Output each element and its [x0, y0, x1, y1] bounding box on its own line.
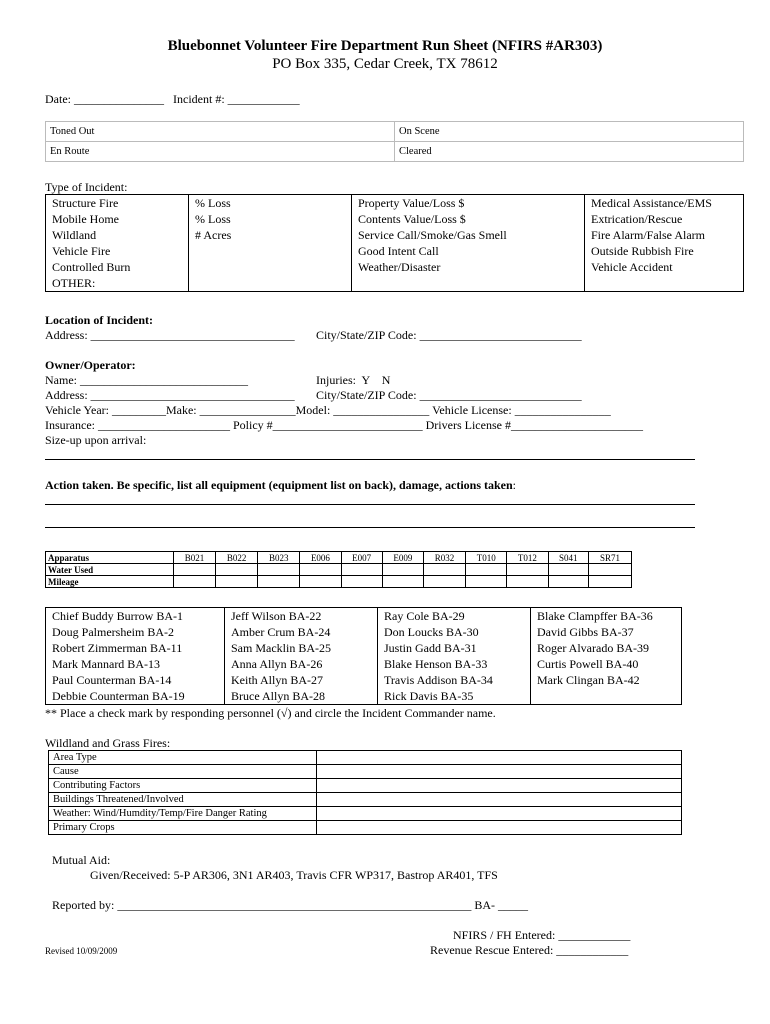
- apparatus-row-label: Apparatus: [46, 552, 174, 564]
- nfirs-entered-field[interactable]: NFIRS / FH Entered: ____________: [453, 928, 631, 942]
- apparatus-value-cell[interactable]: [300, 564, 341, 576]
- apparatus-row: [46, 552, 632, 564]
- personnel-row: [46, 624, 682, 640]
- apparatus-value-cell[interactable]: [382, 564, 423, 576]
- incident-type-option[interactable]: [352, 275, 585, 292]
- personnel-name[interactable]: Amber Crum BA-24: [225, 624, 378, 640]
- personnel-name[interactable]: Ray Cole BA-29: [378, 608, 531, 625]
- incident-type-option[interactable]: Service Call/Smoke/Gas Smell: [352, 227, 585, 243]
- personnel-row: [46, 672, 682, 688]
- incident-type-row: [46, 275, 744, 292]
- location-address-label: Address:: [45, 328, 88, 342]
- date-line: [45, 92, 300, 107]
- incident-type-option[interactable]: Vehicle Accident: [591, 259, 673, 274]
- wildland-row-label: Buildings Threatened/Involved: [49, 793, 317, 807]
- apparatus-row-label: Mileage: [46, 576, 174, 588]
- wildland-row: [49, 765, 682, 779]
- location-heading: Location of Incident:: [45, 313, 153, 327]
- apparatus-unit-e009[interactable]: E009: [382, 552, 423, 564]
- incident-type-option[interactable]: Weather/Disaster: [352, 259, 585, 275]
- injuries-field[interactable]: Injuries: Y N: [316, 373, 391, 387]
- personnel-name[interactable]: Jeff Wilson BA-22: [225, 608, 378, 625]
- personnel-name[interactable]: Roger Alvarado BA-39: [537, 640, 649, 655]
- apparatus-value-cell[interactable]: [507, 564, 548, 576]
- incident-type-option[interactable]: Good Intent Call: [352, 243, 585, 259]
- apparatus-row: [46, 576, 632, 588]
- sizeup-label: Size-up upon arrival:: [45, 433, 147, 447]
- personnel-name[interactable]: Bruce Allyn BA-28: [225, 688, 378, 705]
- owner-name-label: Name:: [45, 373, 77, 387]
- date-field[interactable]: _______________: [74, 92, 164, 106]
- action-line-1[interactable]: [45, 504, 695, 505]
- personnel-name[interactable]: Travis Addison BA-34: [378, 672, 531, 688]
- action-line-2[interactable]: [45, 527, 695, 528]
- incident-type-option[interactable]: [585, 275, 744, 292]
- wildland-heading: Wildland and Grass Fires:: [45, 736, 171, 750]
- location-address-field[interactable]: __________________________________: [90, 328, 295, 342]
- mutual-aid-text: Given/Received: 5-P AR306, 3N1 AR403, Travis CFR WP317, Bastrop AR401, TFS: [90, 868, 498, 882]
- wildland-value-cell[interactable]: [317, 751, 682, 765]
- apparatus-unit-b021[interactable]: B021: [174, 552, 216, 564]
- incident-type-option[interactable]: Structure Fire: [46, 195, 189, 212]
- personnel-name[interactable]: Curtis Powell BA-40: [537, 656, 639, 671]
- apparatus-value-cell[interactable]: [258, 576, 300, 588]
- toned-out-cell[interactable]: Toned Out: [46, 122, 395, 142]
- wildland-value-cell[interactable]: [317, 821, 682, 835]
- apparatus-row: [46, 564, 632, 576]
- apparatus-value-cell[interactable]: [174, 564, 216, 576]
- owner-csz-field[interactable]: ___________________________: [419, 388, 582, 402]
- times-table: [45, 121, 744, 162]
- personnel-table: [45, 607, 682, 705]
- personnel-name[interactable]: David Gibbs BA-37: [537, 624, 634, 639]
- wildland-row-label: Area Type: [49, 751, 317, 765]
- apparatus-value-cell[interactable]: [423, 576, 465, 588]
- incident-type-option[interactable]: Contents Value/Loss $: [352, 211, 585, 227]
- date-label: Date:: [45, 92, 71, 106]
- apparatus-unit-sr71[interactable]: SR71: [588, 552, 631, 564]
- wildland-row: [49, 779, 682, 793]
- incident-type-option[interactable]: Mobile Home: [46, 211, 189, 227]
- vehicle-line[interactable]: Vehicle Year: _________Make: ________________Model: ________________ Vehicle License: ________________: [45, 403, 611, 417]
- apparatus-value-cell[interactable]: [588, 564, 631, 576]
- apparatus-value-cell[interactable]: [382, 576, 423, 588]
- reported-label: Reported by:: [52, 898, 115, 912]
- revenue-entered-field[interactable]: Revenue Rescue Entered: ____________: [430, 943, 629, 957]
- personnel-name[interactable]: Blake Clampffer BA-36: [537, 608, 653, 623]
- personnel-row: [46, 656, 682, 672]
- incident-type-measure[interactable]: [189, 259, 352, 275]
- reported-field[interactable]: ___________________________________________________________: [117, 898, 472, 912]
- incident-type-table: [45, 194, 744, 292]
- apparatus-value-cell[interactable]: [507, 576, 548, 588]
- apparatus-value-cell[interactable]: [341, 576, 382, 588]
- owner-name-line: [45, 373, 248, 388]
- apparatus-value-cell[interactable]: [216, 564, 258, 576]
- apparatus-table: [45, 551, 632, 588]
- wildland-row: [49, 821, 682, 835]
- incident-type-label: Type of Incident:: [45, 180, 128, 194]
- wildland-row: [49, 793, 682, 807]
- personnel-name[interactable]: Doug Palmersheim BA-2: [46, 624, 225, 640]
- owner-address-label: Address:: [45, 388, 88, 402]
- personnel-row: [46, 608, 682, 625]
- location-csz-field[interactable]: ___________________________: [419, 328, 582, 342]
- wildland-row-label: Contributing Factors: [49, 779, 317, 793]
- apparatus-unit-t010[interactable]: T010: [466, 552, 507, 564]
- apparatus-value-cell[interactable]: [466, 564, 507, 576]
- owner-csz-line: [316, 388, 582, 403]
- page-title: Bluebonnet Volunteer Fire Department Run Sheet (NFIRS #AR303): [167, 38, 603, 54]
- apparatus-value-cell[interactable]: [588, 576, 631, 588]
- incident-type-row: [46, 243, 744, 259]
- incident-number-field[interactable]: ____________: [227, 92, 300, 106]
- owner-heading: Owner/Operator:: [45, 358, 136, 372]
- apparatus-unit-r032[interactable]: R032: [423, 552, 465, 564]
- location-csz-line: [316, 328, 582, 343]
- incident-type-option[interactable]: Property Value/Loss $: [352, 195, 585, 212]
- wildland-row-label: Weather: Wind/Humdity/Temp/Fire Danger Rating: [49, 807, 317, 821]
- apparatus-value-cell[interactable]: [216, 576, 258, 588]
- personnel-name[interactable]: Mark Mannard BA-13: [46, 656, 225, 672]
- incident-type-row: [46, 195, 744, 212]
- apparatus-unit-s041[interactable]: S041: [548, 552, 588, 564]
- personnel-name[interactable]: Rick Davis BA-35: [378, 688, 531, 705]
- apparatus-unit-b023[interactable]: B023: [258, 552, 300, 564]
- owner-address-field[interactable]: __________________________________: [90, 388, 295, 402]
- apparatus-unit-b022[interactable]: B022: [216, 552, 258, 564]
- action-heading-bold: Action taken. Be specific, list all equipment (equipment list on back), damage, actions taken: [45, 478, 513, 492]
- wildland-row-label: Primary Crops: [49, 821, 317, 835]
- wildland-value-cell[interactable]: [317, 793, 682, 807]
- incident-type-measure[interactable]: % Loss: [189, 211, 352, 227]
- personnel-name[interactable]: Anna Allyn BA-26: [225, 656, 378, 672]
- insurance-line[interactable]: Insurance: ______________________ Policy #_________________________ Drivers License #______________________: [45, 418, 643, 432]
- revised-date: Revised 10/09/2009: [45, 946, 118, 956]
- wildland-value-cell[interactable]: [317, 779, 682, 793]
- wildland-row: [49, 751, 682, 765]
- department-address: PO Box 335, Cedar Creek, TX 78612: [272, 56, 498, 72]
- sizeup-line[interactable]: [45, 459, 695, 460]
- personnel-name[interactable]: Robert Zimmerman BA-11: [46, 640, 225, 656]
- owner-name-field[interactable]: ____________________________: [80, 373, 248, 387]
- incident-type-measure[interactable]: [189, 243, 352, 259]
- incident-type-option[interactable]: Medical Assistance/EMS: [591, 195, 712, 210]
- incident-type-measure[interactable]: % Loss: [189, 195, 352, 212]
- action-heading-colon: :: [512, 478, 517, 492]
- personnel-name[interactable]: Keith Allyn BA-27: [225, 672, 378, 688]
- wildland-value-cell[interactable]: [317, 765, 682, 779]
- apparatus-value-cell[interactable]: [548, 576, 588, 588]
- owner-csz-label: City/State/ZIP Code:: [316, 388, 417, 402]
- cleared-cell[interactable]: Cleared: [395, 142, 744, 162]
- incident-type-option[interactable]: Extrication/Rescue: [591, 211, 683, 226]
- apparatus-value-cell[interactable]: [423, 564, 465, 576]
- incident-type-measure[interactable]: [189, 275, 352, 292]
- apparatus-value-cell[interactable]: [258, 564, 300, 576]
- action-heading: [45, 478, 516, 493]
- apparatus-value-cell[interactable]: [341, 564, 382, 576]
- incident-type-row: [46, 259, 744, 275]
- incident-type-option[interactable]: Fire Alarm/False Alarm: [591, 227, 705, 242]
- personnel-name[interactable]: Chief Buddy Burrow BA-1: [46, 608, 225, 625]
- apparatus-value-cell[interactable]: [174, 576, 216, 588]
- personnel-note: ** Place a check mark by responding personnel (√) and circle the Incident Commander name.: [45, 706, 496, 720]
- incident-number-label: Incident #:: [173, 92, 225, 106]
- owner-address-line: [45, 388, 295, 403]
- personnel-name[interactable]: Blake Henson BA-33: [378, 656, 531, 672]
- personnel-name[interactable]: Justin Gadd BA-31: [378, 640, 531, 656]
- apparatus-unit-e006[interactable]: E006: [300, 552, 341, 564]
- apparatus-unit-e007[interactable]: E007: [341, 552, 382, 564]
- apparatus-unit-t012[interactable]: T012: [507, 552, 548, 564]
- apparatus-value-cell[interactable]: [300, 576, 341, 588]
- incident-type-option[interactable]: OTHER:: [46, 275, 189, 292]
- wildland-row: [49, 807, 682, 821]
- apparatus-value-cell[interactable]: [466, 576, 507, 588]
- wildland-row-label: Cause: [49, 765, 317, 779]
- en-route-cell[interactable]: En Route: [46, 142, 395, 162]
- mutual-aid-label: Mutual Aid:: [52, 853, 111, 867]
- reported-line: [52, 898, 528, 913]
- personnel-name[interactable]: Mark Clingan BA-42: [537, 672, 640, 687]
- incident-type-option[interactable]: Outside Rubbish Fire: [591, 243, 694, 258]
- incident-type-row: [46, 227, 744, 243]
- personnel-row: [46, 688, 682, 705]
- personnel-name[interactable]: Sam Macklin BA-25: [225, 640, 378, 656]
- personnel-name[interactable]: Debbie Counterman BA-19: [46, 688, 225, 705]
- personnel-name[interactable]: [531, 688, 682, 705]
- personnel-name[interactable]: Paul Counterman BA-14: [46, 672, 225, 688]
- incident-type-row: [46, 211, 744, 227]
- personnel-row: [46, 640, 682, 656]
- incident-type-option[interactable]: Wildland: [46, 227, 189, 243]
- incident-type-option[interactable]: Controlled Burn: [46, 259, 189, 275]
- personnel-name[interactable]: Don Loucks BA-30: [378, 624, 531, 640]
- location-csz-label: City/State/ZIP Code:: [316, 328, 417, 342]
- incident-type-option[interactable]: Vehicle Fire: [46, 243, 189, 259]
- wildland-table: [48, 750, 682, 835]
- location-address-line: [45, 328, 295, 343]
- on-scene-cell[interactable]: On Scene: [395, 122, 744, 142]
- incident-type-measure[interactable]: # Acres: [189, 227, 352, 243]
- apparatus-value-cell[interactable]: [548, 564, 588, 576]
- wildland-value-cell[interactable]: [317, 807, 682, 821]
- apparatus-row-label: Water Used: [46, 564, 174, 576]
- reported-ba-field[interactable]: BA- _____: [474, 898, 528, 912]
